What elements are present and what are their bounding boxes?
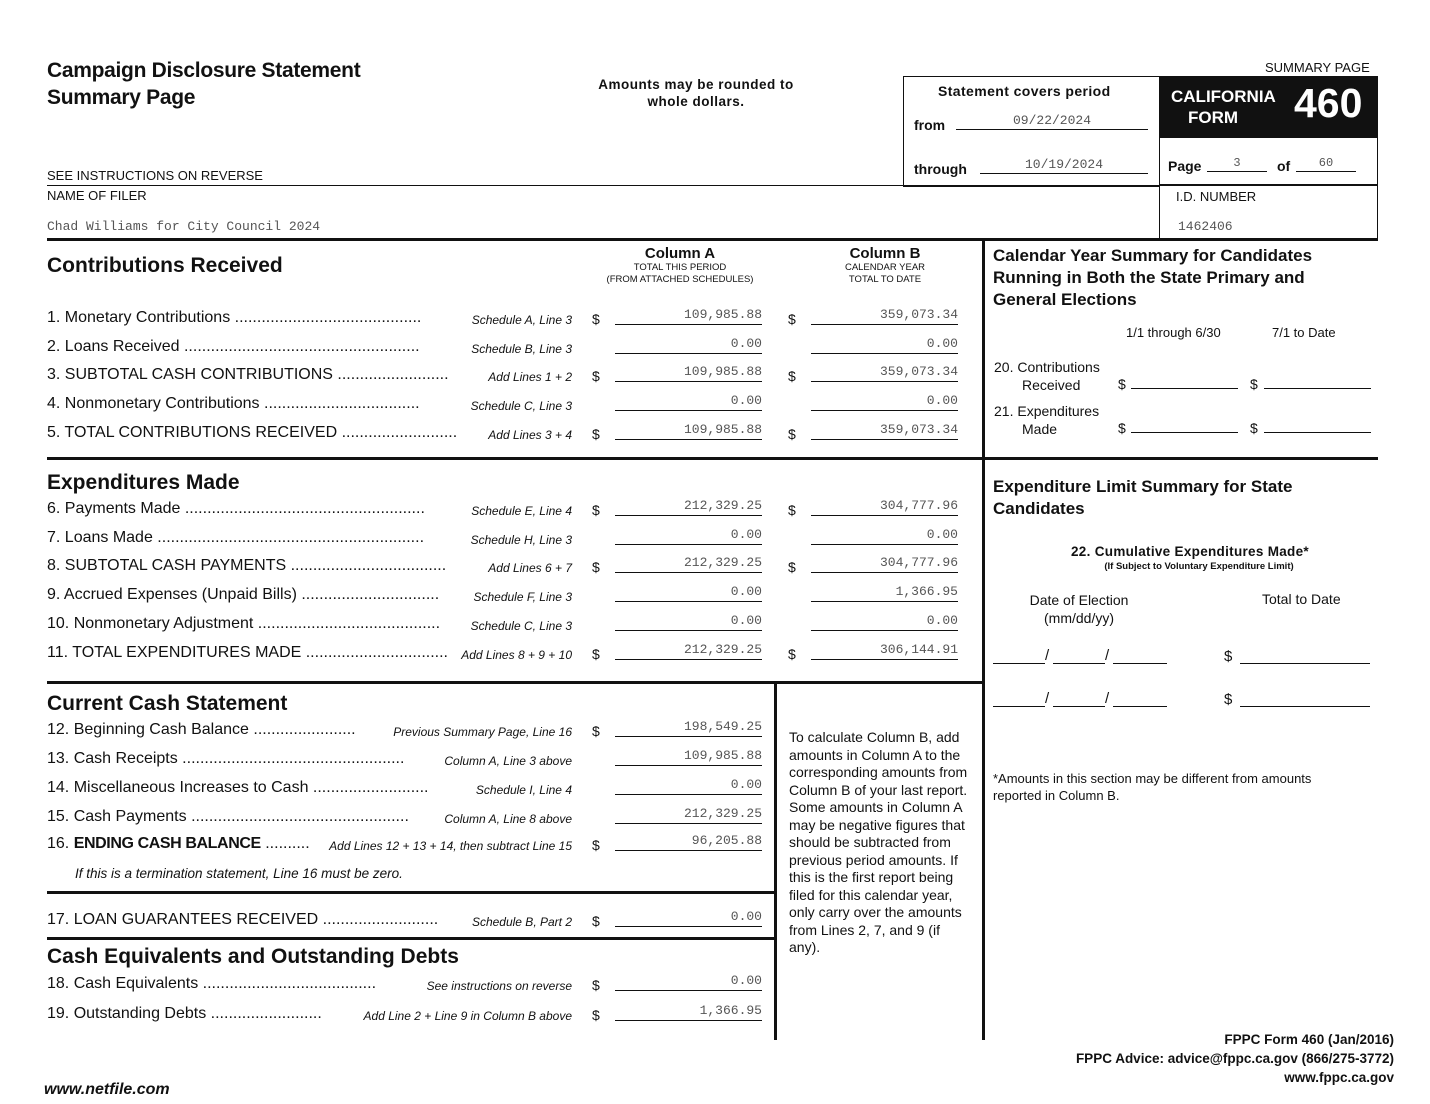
line-10-field-a-line — [615, 630, 762, 631]
filer-name-label: NAME OF FILER — [47, 188, 147, 203]
line-6-dollar-a: $ — [592, 502, 600, 518]
line-4-column-b: 0.00 — [926, 393, 958, 408]
loan-rule — [47, 891, 775, 894]
line-21-dollar-2: $ — [1250, 420, 1258, 436]
election-row-2-day-line — [1053, 706, 1105, 707]
line-12-reference: Previous Summary Page, Line 16 — [393, 725, 572, 739]
line-3-label: 3. SUBTOTAL CASH CONTRIBUTIONS ......................... — [47, 366, 449, 383]
column-b-header — [800, 245, 970, 286]
date-label-line2: (mm/dd/yy) — [1044, 610, 1114, 626]
form-title-line1: Campaign Disclosure Statement — [47, 59, 361, 82]
through-label: through — [914, 161, 967, 177]
calendar-title-line3: General Elections — [993, 290, 1137, 309]
line-20-field-2 — [1264, 388, 1371, 389]
line-1-field-b-line — [811, 324, 958, 325]
line-17-reference: Schedule B, Part 2 — [471, 915, 572, 929]
termination-note: If this is a termination statement, Line 16 must be zero. — [75, 866, 403, 881]
line-11-column-a: 212,329.25 — [683, 642, 762, 657]
election-row-1-month-line — [993, 663, 1045, 664]
line-20-label-2: Received — [1022, 377, 1081, 393]
page-number: 3 — [1233, 156, 1241, 170]
line-2-column-a: 0.00 — [730, 336, 762, 351]
calendar-title-line2: Running in Both the State Primary and — [993, 268, 1305, 287]
column-a-title: Column A — [644, 245, 716, 262]
footnote-line1: *Amounts in this section may be different from amounts — [993, 771, 1312, 786]
line-9-field-b-line — [811, 601, 958, 602]
election-row-2-dollar: $ — [1224, 691, 1233, 708]
line-19-column-a: 1,366.95 — [699, 1003, 762, 1018]
line-3-reference: Add Lines 1 + 2 — [488, 370, 572, 384]
ending-cash-balance-label: ENDING CASH BALANCE — [73, 835, 261, 852]
column-b-calculation-note: To calculate Column B, add amounts in Column A to the corresponding amounts from Column B of your last report. Some amounts in Column A may be negative figures that should be subtracted from previous period amounts. If this is the first report being filed for this calendar year, only carry over the amounts from Lines 2, 7, and 9 (if any). — [789, 729, 968, 955]
line-10-column-b: 0.00 — [926, 613, 958, 628]
line-3-column-b: 359,073.34 — [879, 364, 958, 379]
line-3-dollar-a: $ — [592, 368, 600, 384]
column-b-title: Column B — [849, 245, 921, 262]
line-5-reference: Add Lines 3 + 4 — [488, 428, 572, 442]
election-row-1-day-line — [1053, 663, 1105, 664]
total-to-date-label: Total to Date — [1262, 591, 1341, 607]
election-row-1-dollar: $ — [1224, 648, 1233, 665]
line-13-column-a: 109,985.88 — [683, 748, 762, 763]
cash-equivalents-title: Cash Equivalents and Outstanding Debts — [47, 945, 459, 968]
line-7-column-a: 0.00 — [730, 527, 762, 542]
election-row-1-year-line — [1113, 663, 1167, 664]
form-title-line2: Summary Page — [47, 86, 196, 109]
line-2-reference: Schedule B, Line 3 — [471, 342, 572, 356]
line-18-reference: See instructions on reverse — [426, 979, 572, 993]
line-19-dollar-a: $ — [592, 1007, 600, 1023]
fppc-website: www.fppc.ca.gov — [1284, 1070, 1394, 1085]
line-5-field-b-line — [811, 439, 958, 440]
ca-line2: FORM — [1187, 108, 1239, 127]
page-total: 60 — [1318, 156, 1334, 170]
calendar-title-line1: Calendar Year Summary for Candidates — [993, 246, 1313, 265]
line-21-label-1: 21. Expenditures — [994, 403, 1100, 419]
line-12-dollar-a: $ — [592, 723, 600, 739]
line-5-column-b: 359,073.34 — [879, 422, 958, 437]
line-4-reference: Schedule C, Line 3 — [470, 399, 572, 413]
notes-divider — [774, 681, 777, 1040]
ca-line1: CALIFORNIA — [1171, 87, 1276, 106]
line-8-column-b: 304,777.96 — [879, 555, 958, 570]
right-panel-divider — [982, 238, 985, 1040]
cash-rule — [47, 681, 984, 684]
line-7-column-b: 0.00 — [926, 527, 958, 542]
line-6-column-a: 212,329.25 — [683, 498, 762, 513]
cash-equiv-rule — [47, 937, 775, 940]
line-8-dollar-b: $ — [788, 559, 796, 575]
main-top-rule — [47, 238, 1378, 241]
line-6-label: 6. Payments Made ...................................................... — [47, 500, 425, 517]
line-14-column-a: 0.00 — [730, 777, 762, 792]
expenditures-rule — [47, 457, 1378, 460]
election-row-1-slash-1: / — [1045, 647, 1050, 664]
election-row-2-year-line — [1113, 706, 1167, 707]
line-13-reference: Column A, Line 3 above — [444, 754, 572, 768]
line-22-label: 22. Cumulative Expenditures Made* — [1071, 544, 1309, 559]
line-1-dollar-b: $ — [788, 311, 796, 327]
calendar-summary-title — [993, 245, 1312, 311]
line-5-column-a: 109,985.88 — [683, 422, 762, 437]
line-3-field-a-line — [615, 381, 762, 382]
id-divider — [1159, 185, 1160, 239]
line-3-field-b-line — [811, 381, 958, 382]
line-4-field-b-line — [811, 410, 958, 411]
line-10-column-a: 0.00 — [730, 613, 762, 628]
contributions-title: Contributions Received — [47, 254, 283, 277]
line-8-label: 8. SUBTOTAL CASH PAYMENTS ................................... — [47, 557, 447, 574]
line-11-field-a-line — [615, 659, 762, 660]
line-9-column-a: 0.00 — [730, 584, 762, 599]
line-11-column-b: 306,144.91 — [879, 642, 958, 657]
page-number-line — [1207, 171, 1267, 172]
line-15-reference: Column A, Line 8 above — [444, 812, 572, 826]
line-15-label: 15. Cash Payments ................................................. — [47, 808, 409, 825]
line-14-label: 14. Miscellaneous Increases to Cash .......................... — [47, 779, 429, 796]
line-8-field-a-line — [615, 572, 762, 573]
line-1-reference: Schedule A, Line 3 — [471, 313, 572, 327]
cash-statement-title: Current Cash Statement — [47, 692, 288, 715]
line-8-field-b-line — [811, 572, 958, 573]
line-10-reference: Schedule C, Line 3 — [470, 619, 572, 633]
line-18-dollar-a: $ — [592, 977, 600, 993]
ending-cash-balance-value: 96,205.88 — [691, 833, 762, 848]
expenditures-title: Expenditures Made — [47, 471, 240, 494]
line-7-field-a-line — [615, 544, 762, 545]
election-row-2-slash-1: / — [1045, 690, 1050, 707]
line-4-label: 4. Nonmonetary Contributions ................................... — [47, 395, 420, 412]
line-21-field-2 — [1264, 432, 1371, 433]
line-16-number: 16. — [47, 835, 70, 852]
line-4-field-a-line — [615, 410, 762, 411]
line-6-field-b-line — [811, 515, 958, 516]
line-4-column-a: 0.00 — [730, 393, 762, 408]
id-label: I.D. NUMBER — [1176, 189, 1257, 204]
election-row-2-month-line — [993, 706, 1045, 707]
id-right-rule — [1377, 185, 1378, 239]
from-date: 09/22/2024 — [1012, 113, 1091, 128]
from-label: from — [914, 117, 946, 133]
page-total-line — [1296, 171, 1356, 172]
election-row-1-slash-2: / — [1105, 647, 1110, 664]
line-20-label-1: 20. Contributions — [994, 359, 1100, 375]
period-label: Statement covers period — [938, 83, 1111, 99]
line-9-field-a-line — [615, 601, 762, 602]
of-label: of — [1277, 158, 1291, 174]
line-11-dollar-b: $ — [788, 646, 796, 662]
line-1-field-a-line — [615, 324, 762, 325]
line-14-reference: Schedule I, Line 4 — [475, 783, 572, 797]
line-1-label: 1. Monetary Contributions .......................................... — [47, 309, 422, 326]
page-label: Page — [1168, 158, 1202, 174]
line-5-label: 5. TOTAL CONTRIBUTIONS RECEIVED .......................... — [47, 424, 458, 441]
column-b-sub1: CALENDAR YEAR — [844, 262, 926, 273]
line-18-label: 18. Cash Equivalents ....................................... — [47, 975, 377, 992]
line-5-dollar-a: $ — [592, 426, 600, 442]
line-16-dollar: $ — [592, 837, 600, 853]
line-19-label: 19. Outstanding Debts ......................... — [47, 1005, 322, 1022]
line-16-dots: .......... — [265, 835, 310, 852]
line-9-reference: Schedule F, Line 3 — [473, 590, 572, 604]
line-2-label: 2. Loans Received ..................................................... — [47, 338, 420, 355]
election-row-2-slash-2: / — [1105, 690, 1110, 707]
line-20-label — [994, 358, 1100, 394]
election-row-1-total-line — [1240, 663, 1370, 664]
line-9-column-b: 1,366.95 — [895, 584, 958, 599]
line-22-sublabel: (If Subject to Voluntary Expenditure Limit) — [1104, 561, 1294, 572]
line-18-field-a-line — [615, 990, 762, 991]
line-5-dollar-b: $ — [788, 426, 796, 442]
line-1-column-b: 359,073.34 — [879, 307, 958, 322]
line-10-field-b-line — [811, 630, 958, 631]
line-11-dollar-a: $ — [592, 646, 600, 662]
line-15-column-a: 212,329.25 — [683, 806, 762, 821]
line-21-dollar-1: $ — [1118, 420, 1126, 436]
date-of-election-label — [1008, 591, 1150, 627]
form-version: FPPC Form 460 (Jan/2016) — [1224, 1032, 1394, 1047]
line-19-field-a-line — [615, 1020, 762, 1021]
exp-limit-title-line2: Candidates — [993, 499, 1085, 518]
line-20-dollar-1: $ — [1118, 376, 1126, 392]
line-12-label: 12. Beginning Cash Balance ....................... — [47, 721, 356, 738]
line-11-field-b-line — [811, 659, 958, 660]
line-12-field-a-line — [615, 736, 762, 737]
column-a-sub1: TOTAL THIS PERIOD — [633, 262, 727, 273]
line-17-label: 17. LOAN GUARANTEES RECEIVED .......................... — [47, 911, 439, 928]
column-a-header — [595, 245, 765, 286]
line-6-dollar-b: $ — [788, 502, 796, 518]
form-number: 460 — [1294, 80, 1363, 126]
line-16-underline — [615, 850, 762, 851]
column-a-sub2: (FROM ATTACHED SCHEDULES) — [606, 274, 754, 285]
filer-top-rule — [47, 185, 1378, 186]
line-3-dollar-b: $ — [788, 368, 796, 384]
line-20-field-1 — [1131, 388, 1238, 389]
calendar-col1-label: 1/1 through 6/30 — [1126, 325, 1221, 340]
line-21-label-2: Made — [1022, 421, 1058, 437]
line-8-reference: Add Lines 6 + 7 — [488, 561, 572, 575]
see-instructions: SEE INSTRUCTIONS ON REVERSE — [47, 168, 263, 183]
fppc-advice: FPPC Advice: advice@fppc.ca.gov (866/275-3772) — [1075, 1051, 1394, 1066]
line-21-field-1 — [1131, 432, 1238, 433]
filer-name: Chad Williams for City Council 2024 — [47, 219, 321, 234]
line-20-dollar-2: $ — [1250, 376, 1258, 392]
line-21-label — [994, 402, 1099, 438]
line-9-label: 9. Accrued Expenses (Unpaid Bills) ............................... — [47, 586, 440, 603]
through-date-line — [980, 173, 1148, 174]
line-3-column-a: 109,985.88 — [683, 364, 762, 379]
line-8-dollar-a: $ — [592, 559, 600, 575]
line-16-label — [47, 835, 310, 853]
expenditure-limit-title — [993, 476, 1292, 520]
amounts-footnote — [993, 770, 1311, 804]
netfile-link[interactable]: www.netfile.com — [44, 1081, 170, 1098]
line-16-ref: Add Lines 12 + 13 + 14, then subtract Line 15 — [329, 839, 572, 853]
from-date-line — [956, 129, 1148, 130]
election-row-2-total-line — [1240, 706, 1370, 707]
line-12-column-a: 198,549.25 — [683, 719, 762, 734]
line-13-label: 13. Cash Receipts .................................................. — [47, 750, 405, 767]
line-2-field-b-line — [811, 353, 958, 354]
line-7-label: 7. Loans Made ............................................................ — [47, 529, 425, 546]
line-7-field-b-line — [811, 544, 958, 545]
footnote-line2: reported in Column B. — [993, 788, 1120, 803]
calendar-col2-label: 7/1 to Date — [1272, 325, 1336, 340]
line-1-column-a: 109,985.88 — [683, 307, 762, 322]
line-7-reference: Schedule H, Line 3 — [470, 533, 572, 547]
line-5-field-a-line — [615, 439, 762, 440]
line-17-dollar-a: $ — [592, 913, 600, 929]
line-17-column-a: 0.00 — [730, 909, 762, 924]
line-8-column-a: 212,329.25 — [683, 555, 762, 570]
summary-page-label: SUMMARY PAGE — [1265, 60, 1370, 75]
line-6-field-a-line — [615, 515, 762, 516]
line-1-dollar-a: $ — [592, 311, 600, 327]
line-6-reference: Schedule E, Line 4 — [471, 504, 572, 518]
line-2-field-a-line — [615, 353, 762, 354]
ca-form-label — [1171, 86, 1276, 128]
line-17-field-a-line — [615, 926, 762, 927]
line-13-field-a-line — [615, 765, 762, 766]
line-10-label: 10. Nonmonetary Adjustment ......................................... — [47, 615, 441, 632]
line-2-column-b: 0.00 — [926, 336, 958, 351]
line-19-reference: Add Line 2 + Line 9 in Column B above — [363, 1009, 572, 1023]
line-15-field-a-line — [615, 823, 762, 824]
through-date: 10/19/2024 — [1024, 157, 1103, 172]
column-b-sub2: TOTAL TO DATE — [848, 274, 922, 285]
line-11-label: 11. TOTAL EXPENDITURES MADE ................................ — [47, 644, 448, 661]
line-18-column-a: 0.00 — [730, 973, 762, 988]
date-label-line1: Date of Election — [1029, 592, 1129, 608]
line-6-column-b: 304,777.96 — [879, 498, 958, 513]
exp-limit-title-line1: Expenditure Limit Summary for State — [993, 477, 1293, 496]
line-11-reference: Add Lines 8 + 9 + 10 — [461, 648, 572, 662]
line-14-field-a-line — [615, 794, 762, 795]
id-number: 1462406 — [1178, 219, 1233, 234]
rounding-note: Amounts may be rounded to whole dollars. — [598, 77, 794, 109]
